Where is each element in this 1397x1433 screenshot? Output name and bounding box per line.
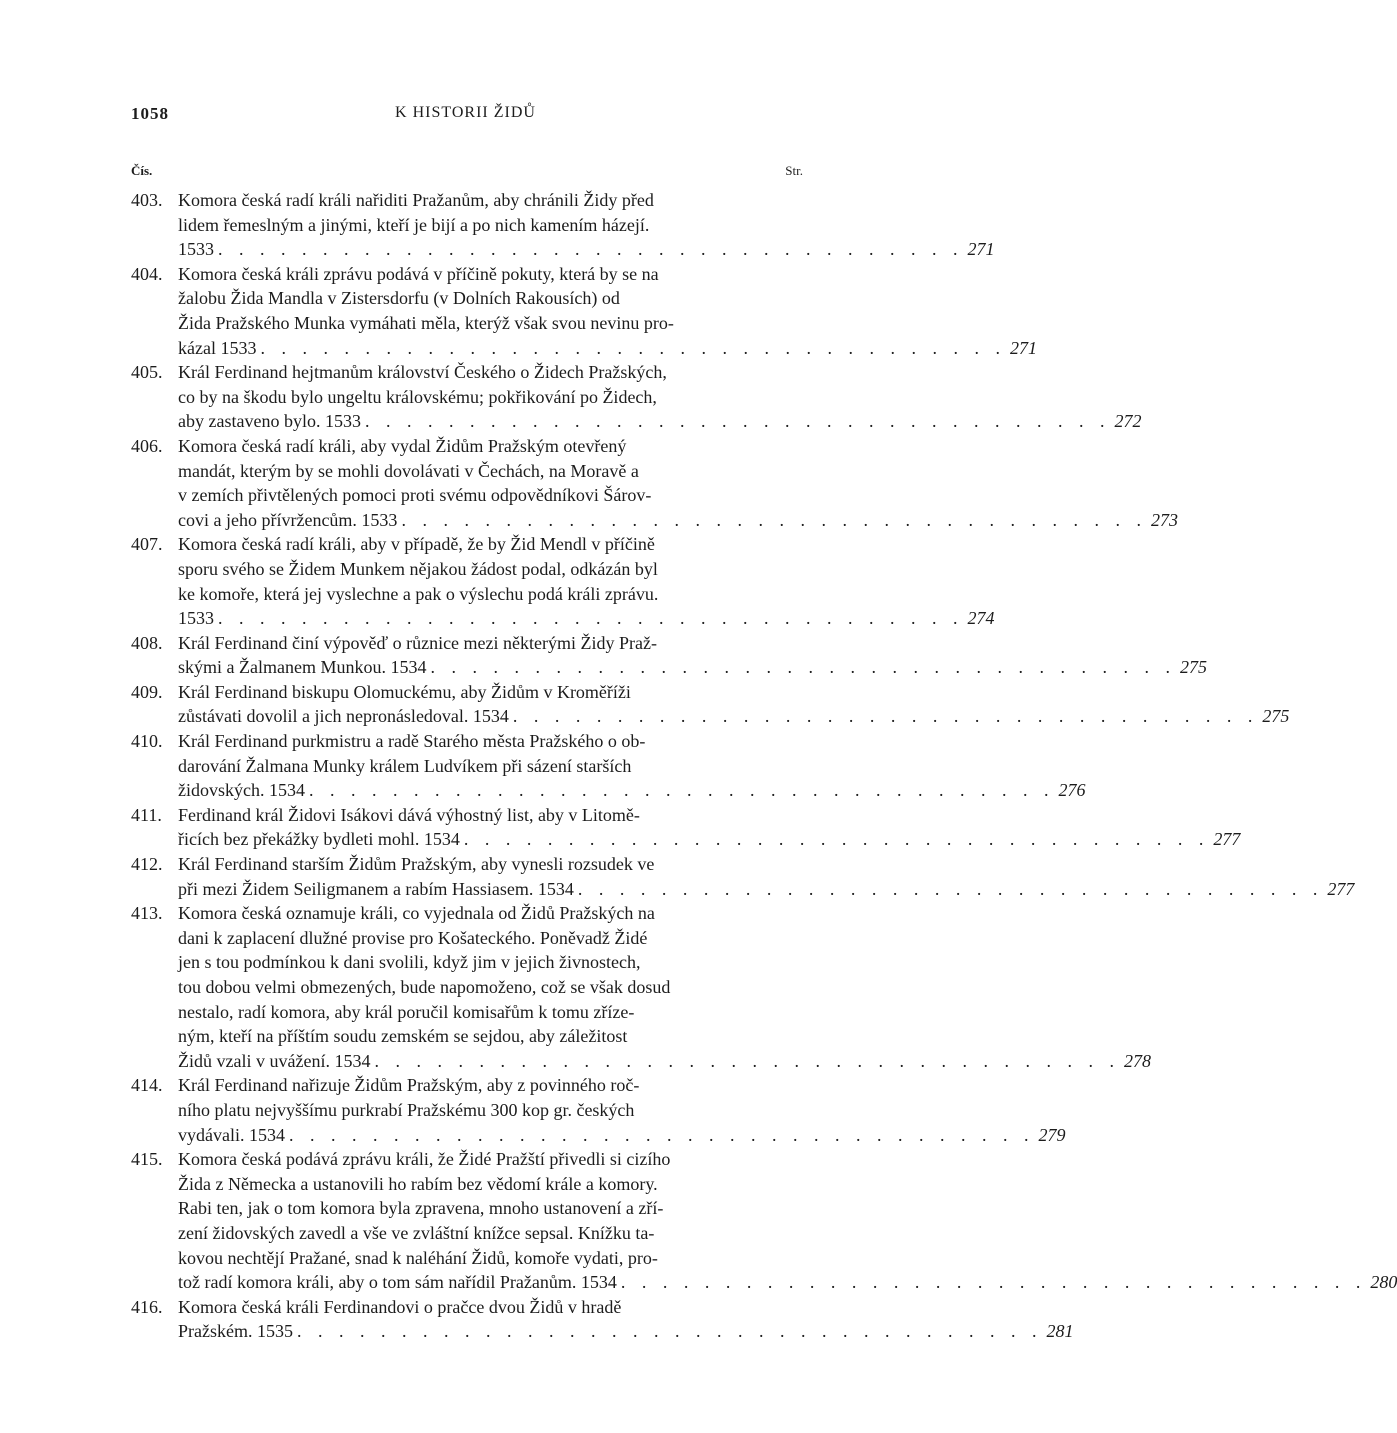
entry-page-number: 277 [1213,829,1241,850]
entry-number: 412. [131,854,163,875]
list-item [131,1295,1074,1344]
entry-line: Žida z Německa a ustanovili ho rabím bez vědomí krále a komory. [178,1173,658,1194]
dot-leader: . . . . . . . . . . . . . . . . . . . . . . . . . . . . . . . . . . . . [430,657,1176,678]
list-item [131,1073,1066,1147]
entry-last-text: Pražském. 1535 [178,1321,293,1342]
entry-line: sporu svého se Židem Munkem nějakou žádost podal, odkázán byl [178,558,658,579]
list-item [131,434,1178,532]
entry-page-number: 280 [1370,1272,1397,1293]
entry-page-number: 272 [1114,411,1142,432]
entry-number: 408. [131,632,163,653]
list-item [131,680,1290,729]
entry-text [178,532,995,630]
entry-text [178,901,1151,1073]
entry-last-text: při mezi Židem Seiligmanem a rabím Hassiasem. 1534 [178,878,574,899]
entry-line: zení židovských zavedl a vše ve zvláštní knížce sepsal. Knížku ta- [178,1222,655,1243]
entry-list [131,188,1397,1344]
dot-leader: . . . . . . . . . . . . . . . . . . . . . . . . . . . . . . . . . . . . [512,706,1259,727]
entry-last-line [178,237,995,262]
entry-line: Král Ferdinand hejtmanům království Českého o Židech Pražských, [178,362,667,383]
entry-last-line [178,606,995,631]
entry-text [178,1073,1065,1147]
entry-last-line [178,409,1141,434]
entry-last-line [178,655,1207,680]
entry-line: jen s tou podmínkou k dani svolili, když jim v jejich živnostech, [178,952,641,973]
entry-line: Ferdinand král Židovi Isákovi dává výhostný list, aby v Litomě- [178,804,640,825]
entry-text [178,680,1289,729]
entry-page-number: 279 [1038,1124,1066,1145]
column-headings [131,163,803,185]
entry-text [178,188,995,262]
entry-line: kovou nechtějí Pražané, snad k naléhání Židů, komoře vydati, pro- [178,1247,658,1268]
entry-line: darování Žalmana Munky králem Ludvíkem při sázení starších [178,755,632,776]
entry-text [178,360,1141,434]
page-number: 1058 [131,104,169,123]
entry-line: tou dobou velmi obmezených, bude napomoženo, což se však dosud [178,977,671,997]
dot-leader: . . . . . . . . . . . . . . . . . . . . . . . . . . . . . . . . . . . . [260,337,1006,358]
entry-last-text: 1533 [178,608,214,629]
entry-text [178,631,1207,680]
page-header [131,100,800,132]
entry-last-line [178,508,1178,533]
entry-number: 404. [131,263,163,284]
entry-last-text: řicích bez překážky bydleti mohl. 1534 [178,829,460,850]
entry-text [178,803,1240,852]
page-column-label: Str. [785,163,803,178]
entry-page-number: 281 [1046,1321,1074,1342]
entry-last-text: kázal 1533 [178,337,257,358]
entry-last-text: zůstávati dovolil a jich nepronásledoval. 1534 [178,706,509,727]
dot-leader: . . . . . . . . . . . . . . . . . . . . . . . . . . . . . . . . . . . . [401,509,1147,530]
entry-text [178,434,1178,532]
entry-text [178,1295,1073,1344]
entry-last-line [178,1319,1073,1344]
dot-leader: . . . . . . . . . . . . . . . . . . . . . . . . . . . . . . . . . . . . [296,1321,1043,1342]
dot-leader: . . . . . . . . . . . . . . . . . . . . . . . . . . . . . . . . . . . . [463,829,1210,850]
entry-number: 405. [131,362,163,383]
entry-last-text: covi a jeho přívržencům. 1533 [178,509,398,530]
list-item [131,803,1241,852]
entry-line: ným, kteří na příštím soudu zemském se sejdou, aby záležitost [178,1026,628,1047]
entry-line: Komora česká oznamuje králi, co vyjednala od Židů Pražských na [178,903,655,924]
entry-line: Král Ferdinand činí výpověď o různice mezi některými Židy Praž- [178,632,657,653]
dot-leader: . . . . . . . . . . . . . . . . . . . . . . . . . . . . . . . . . . . . [620,1272,1367,1293]
entry-number: 403. [131,190,163,210]
entry-line: Komora česká králi zprávu podává v příčině pokuty, která by se na [178,263,659,284]
list-item [131,901,1151,1073]
entry-number: 411. [131,804,162,825]
entry-last-line [178,778,1085,803]
entry-text [178,1147,1397,1295]
entry-line: ke komoře, která jej vyslechne a pak o výslechu podá králi zprávu. [178,583,659,604]
entry-last-text: 1533 [178,239,214,260]
entry-line: nestalo, radí komora, aby král poručil komisařům k tomu zříze- [178,1001,635,1022]
entry-page-number: 271 [1009,337,1037,358]
list-item [131,1147,1397,1295]
entry-page-number: 271 [967,239,995,260]
entry-last-line [178,1270,1397,1295]
entry-page-number: 276 [1058,780,1086,801]
list-item [131,262,1037,360]
list-item [131,631,1207,680]
entry-line: Král Ferdinand purkmistru a radě Starého města Pražského o ob- [178,731,646,752]
number-column-label: Čís. [131,163,153,178]
entry-last-text: aby zastaveno bylo. 1533 [178,411,361,432]
entry-last-line [178,877,1354,902]
entry-line: žalobu Žida Mandla v Zistersdorfu (v Dolních Rakousích) od [178,288,620,309]
entry-line: Žida Pražského Munka vymáhati měla, kterýž však svou nevinu pro- [178,312,674,333]
entry-line: Komora česká radí králi, aby v případě, že by Žid Mendl v příčině [178,534,655,555]
dot-leader: . . . . . . . . . . . . . . . . . . . . . . . . . . . . . . . . . . . . [364,411,1111,432]
dot-leader: . . . . . . . . . . . . . . . . . . . . . . . . . . . . . . . . . . . . [374,1050,1120,1071]
entry-last-text: tož radí komora králi, aby o tom sám nařídil Pražanům. 1534 [178,1272,617,1293]
entry-number: 407. [131,534,163,555]
entry-text [178,729,1085,803]
entry-line: Komora česká radí králi nařiditi Pražanům, aby chránili Židy před [178,190,654,210]
entry-number: 410. [131,731,163,752]
entry-line: ního platu nejvyššímu purkrabí Pražskému 300 kop gr. českých [178,1099,635,1120]
entry-number: 409. [131,681,163,702]
entry-last-line [178,336,1037,361]
entry-last-line [178,827,1240,852]
entry-last-line [178,1123,1065,1148]
list-item [131,360,1142,434]
entry-last-text: skými a Žalmanem Munkou. 1534 [178,657,427,678]
entry-last-line [178,1049,1151,1074]
entry-line: Král Ferdinand starším Židům Pražským, aby vynesli rozsudek ve [178,854,655,875]
entry-number: 406. [131,435,163,456]
entry-line: lidem řemeslným a jinými, kteří je bijí a po nich kamením házejí. [178,214,650,235]
entry-line: Král Ferdinand biskupu Olomuckému, aby Židům v Kroměříži [178,681,631,702]
list-item [131,532,995,630]
entry-line: Komora česká králi Ferdinandovi o pračce dvou Židů v hradě [178,1296,622,1317]
dot-leader: . . . . . . . . . . . . . . . . . . . . . . . . . . . . . . . . . . . . [218,608,964,629]
entry-last-text: vydávali. 1534 [178,1124,285,1145]
entry-line: co by na škodu bylo ungeltu královskému; pokřikování po Židech, [178,386,657,407]
entry-page-number: 275 [1179,657,1207,678]
entry-last-text: židovských. 1534 [178,780,305,801]
entry-number: 416. [131,1296,163,1317]
entry-text [178,262,1037,360]
entry-text [178,852,1354,901]
entry-page-number: 278 [1123,1050,1151,1071]
entry-number: 413. [131,903,163,924]
entry-number: 414. [131,1075,163,1096]
list-item [131,729,1086,803]
entry-line: v zemích přivtělených pomoci proti svému odpovědníkovi Šárov- [178,485,652,506]
entry-page-number: 273 [1150,509,1178,530]
list-item [131,188,995,262]
entry-line: Rabi ten, jak o tom komora byla zpravena, mnoho ustanovení a zří- [178,1198,664,1219]
dot-leader: . . . . . . . . . . . . . . . . . . . . . . . . . . . . . . . . . . . . [308,780,1055,801]
entry-last-line [178,704,1289,729]
list-item [131,852,1355,901]
entry-line: Komora česká podává zprávu králi, že Židé Pražští přivedli si cizího [178,1149,671,1170]
dot-leader: . . . . . . . . . . . . . . . . . . . . . . . . . . . . . . . . . . . . [577,878,1324,899]
entry-page-number: 277 [1327,878,1355,899]
entry-line: Král Ferdinand nařizuje Židům Pražským, aby z povinného roč- [178,1075,640,1096]
entry-line: dani k zaplacení dlužné provise pro Košateckého. Poněvadž Židé [178,927,648,948]
entry-number: 415. [131,1149,163,1170]
dot-leader: . . . . . . . . . . . . . . . . . . . . . . . . . . . . . . . . . . . . [218,239,964,260]
entry-last-text: Židů vzali v uvážení. 1534 [178,1050,371,1071]
entry-page-number: 275 [1262,706,1290,727]
entry-page-number: 274 [967,608,995,629]
dot-leader: . . . . . . . . . . . . . . . . . . . . . . . . . . . . . . . . . . . . [288,1124,1035,1145]
entry-line: mandát, kterým by se mohli dovolávati v Čechách, na Moravě a [178,460,639,481]
running-title: K HISTORII ŽIDŮ [395,104,536,121]
entry-line: Komora česká radí králi, aby vydal Židům Pražským otevřený [178,435,627,456]
